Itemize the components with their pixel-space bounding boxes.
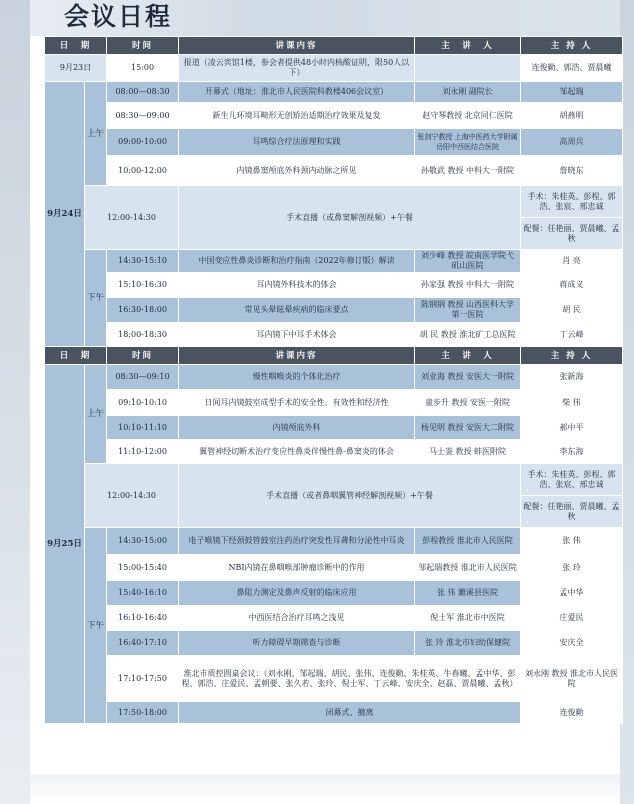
table-row [45,55,623,82]
time-cell: 16:10-16:40 [107,606,179,631]
host-cell: 胡燕明 [521,103,623,129]
speaker-cell: 童步升 教授 安医一附院 [415,390,521,416]
content-cell: 耳内镜外科技术的体会 [179,273,415,298]
pm-label: 下午 [85,250,107,347]
speaker-cell: 张剑宁教授 上海中医药大学附属岳阳中西医结合医院 [415,129,521,156]
speaker-cell: 陈钢钢 教授 山西医科大学第一医院 [415,298,521,323]
content-cell: 日间耳内镜鼓室成型手术的安全性、有效性和经济性 [179,390,415,416]
content-cell: 慢性咽喉炎的个体化治疗 [179,365,415,390]
speaker-cell: 倪士军 淮北市中医院 [415,606,521,631]
time-cell: 14:30-15:10 [107,250,179,273]
content-cell: 闭幕式、撤离 [179,702,521,724]
speaker-cell: 彭程教授 淮北市人民医院 [415,528,521,555]
speaker-cell: 邹起瑞教授 淮北市人民医院 [415,555,521,581]
table-row [45,464,623,496]
host-cell: 邹起瑞 [521,82,623,103]
host-cell: 手术：朱桂英、彭程、郭浩、张宸、邢忠诚 [521,464,623,496]
table-row [45,298,623,323]
am-label: 上午 [85,82,107,186]
time-cell: 18:00-18:30 [107,323,179,347]
table-row [45,528,623,555]
content-cell: 中国变应性鼻炎诊断和治疗指南（2022年修订版）解读 [179,250,415,273]
content-cell: 淮北市质控圆桌会议：（刘永刚、邹起瑞、胡民、张伟、连俊勤、朱桂英、牛春曦、孟中华、彭程、郭浩、庄爱民、孟朝要、张久若、张玲、倪士军、丁云峰、安庆全、赵磊、贾晨曦、孟秋） [179,656,521,702]
left-background [0,0,30,804]
content-cell: 电子喉镜下经颈鼓管鼓室注药治疗突发性耳聋和分泌性中耳炎 [179,528,415,555]
table-row [45,82,623,103]
time-cell: 17:50-18:00 [107,702,179,724]
time-cell: 16:30-18:00 [107,298,179,323]
table-row [45,440,623,464]
speaker-cell: 孙敬武 教授 中科大一附院 [415,156,521,186]
time-cell: 12:00-14:30 [85,464,179,528]
time-cell: 15:10-16:30 [107,273,179,298]
speaker-cell: 张 伟 濉溪县医院 [415,581,521,606]
table-row [45,250,623,273]
host-cell: 蒋成义 [521,273,623,298]
time-cell: 08:00—08:30 [107,82,179,103]
header-content: 讲课内容 [179,37,415,55]
table-row [45,390,623,416]
host-cell: 胡 民 [521,298,623,323]
table-row [45,656,623,702]
content-cell: 手术直播（或者鼻咽翼管神经解剖视频）+午餐 [179,464,521,528]
content-cell: NBI内镜在鼻咽喉部肿瘤诊断中的作用 [179,555,415,581]
time-cell: 09:00-10:00 [107,129,179,156]
header-content: 讲课内容 [179,347,415,365]
table-row [45,186,623,218]
content-cell: 翼管神经切断术治疗变应性鼻炎伴慢性鼻-鼻窦炎的体会 [179,440,415,464]
host-cell: 连俊勤 [521,702,623,724]
time-cell: 11:10-12:00 [107,440,179,464]
host-cell: 庄爱民 [521,606,623,631]
content-cell: 听力障碍早期筛查与诊断 [179,631,415,656]
host-cell: 张新海 [521,365,623,390]
header-speaker: 主 讲 人 [415,37,521,55]
table-row [45,606,623,631]
host-cell: 郝中平 [521,416,623,440]
header-time: 时间 [107,37,179,55]
time-cell: 08:30—09:10 [107,365,179,390]
time-cell: 15:40-16:10 [107,581,179,606]
time-cell: 15:00-15:40 [107,555,179,581]
bottom-fade [30,774,620,804]
time-cell: 12:00-14:30 [85,186,179,250]
speaker-cell: 胡 民 教授 淮北矿工总医院 [415,323,521,347]
host-cell: 张 伟 [521,528,623,555]
table-row [45,555,623,581]
table-row [45,365,623,390]
time-cell: 17:10-17:50 [107,656,179,702]
header-speaker: 主 讲 人 [415,347,521,365]
date-cell: 9月24日 [45,82,85,347]
host-cell: 安庆全 [521,631,623,656]
host-cell: 孟中华 [521,581,623,606]
host-cell: 配餐：任艳丽、贾晨曦、孟秋 [521,218,623,250]
content-cell: 耳鸣综合疗法原理和实践 [179,129,415,156]
host-cell: 肖 亮 [521,250,623,273]
am-label: 上午 [85,365,107,464]
table-row [45,273,623,298]
speaker-cell: 张 玲 淮北市妇幼保健院 [415,631,521,656]
speaker-cell: 赵守琴教授 北京同仁医院 [415,103,521,129]
speaker-cell: 马士崟 教授 蚌医附院 [415,440,521,464]
host-cell: 刘永刚 教授 淮北市人民医院 [521,656,623,702]
content-cell: 手术直播（或鼻窦解剖视频）+午餐 [179,186,521,250]
table-row [45,416,623,440]
content-cell: 常见头晕眩晕疾病的临床要点 [179,298,415,323]
table-row [45,631,623,656]
content-cell: 耳内镜下中耳手术体会 [179,323,415,347]
time-cell: 16:40-17:10 [107,631,179,656]
content-cell: 鼻阻力测定及鼻声反射的临床应用 [179,581,415,606]
time-cell: 10:00-12:00 [107,156,179,186]
speaker-cell: 刘永刚 副院长 [415,82,521,103]
content-cell: 新生儿环境耳畸形无创矫治适期治疗效果及复发 [179,103,415,129]
host-cell: 柴 伟 [521,390,623,416]
pm-label: 下午 [85,528,107,724]
time-cell: 10:10-11:10 [107,416,179,440]
content-cell: 中西医结合治疗耳鸣之浅见 [179,606,415,631]
header-host: 主 持 人 [521,37,623,55]
host-cell: 手术：朱桂英、彭程、郭浩、张宸、邢忠诚 [521,186,623,218]
speaker-cell: 杨见明 教授 安医大二附院 [415,416,521,440]
page-title: 会议日程 [64,2,173,31]
table-row [45,129,623,156]
time-cell: 15:00 [107,55,179,82]
time-cell: 08:30—09:00 [107,103,179,129]
host-cell: 李东海 [521,440,623,464]
table-header-row [45,37,623,55]
time-cell: 09:10-10:10 [107,390,179,416]
speaker-cell: 刘业海 教授 安医大一附院 [415,365,521,390]
host-cell: 连俊勤、郭浩、贾晨曦 [521,55,623,82]
table-header-row [45,347,623,365]
host-cell: 丁云峰 [521,323,623,347]
host-cell: 高周兵 [521,129,623,156]
date-cell: 9月23日 [45,55,107,82]
speaker-cell [415,55,521,82]
content-cell: 报道（凌云宾馆1楼，参会者提供48小时内核酸证明，限50人以下） [179,55,415,82]
table-row [45,156,623,186]
header-host: 主 持 人 [521,347,623,365]
header-date: 日 期 [45,347,107,365]
speaker-cell: 孙家强 教授 中科大一附院 [415,273,521,298]
speaker-cell: 刘少峰 教授 皖南医学院弋矶山医院 [415,250,521,273]
table-row [45,323,623,347]
table-row [45,103,623,129]
time-cell: 14:30-15:00 [107,528,179,555]
header-date: 日 期 [45,37,107,55]
content-cell: 内镜颅底外科 [179,416,415,440]
date-cell: 9月25日 [45,365,85,724]
table-row [45,702,623,724]
host-cell: 张 玲 [521,555,623,581]
host-cell: 詹晓东 [521,156,623,186]
host-cell: 配餐：任艳丽、贾晨曦、孟秋 [521,496,623,528]
table-row [45,581,623,606]
header-time: 时间 [107,347,179,365]
content-cell: 内镜鼻窦颅底外科颈内动脉之所见 [179,156,415,186]
schedule-table [44,36,623,724]
content-cell: 开幕式（地址：淮北市人民医院科教楼406会议室） [179,82,415,103]
